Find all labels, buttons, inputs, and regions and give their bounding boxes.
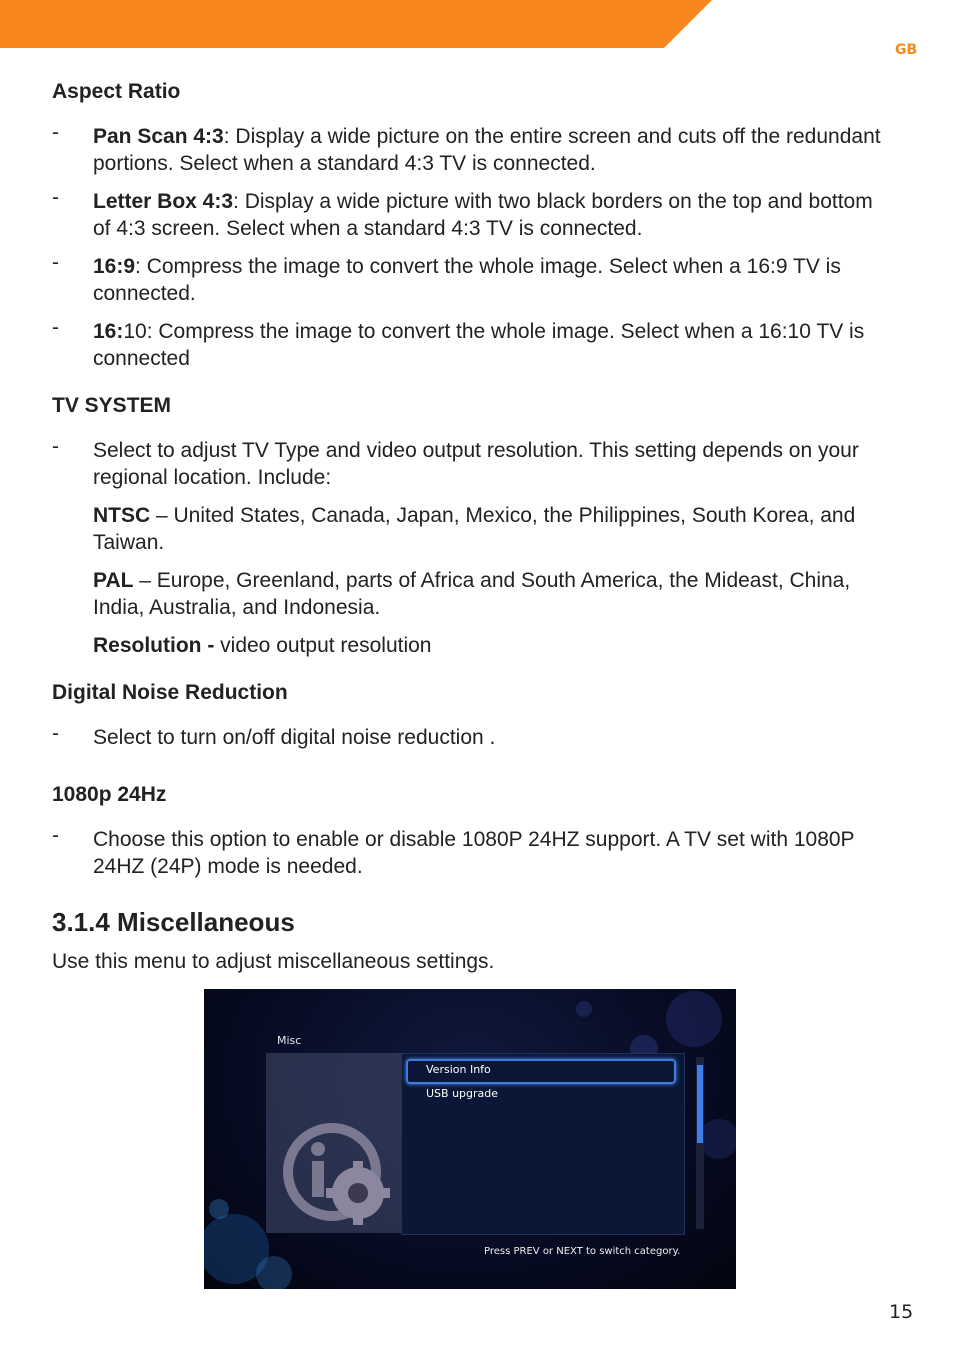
pal-text: PAL – Europe, Greenland, parts of Africa and South America, the Mideast, China, India, Australia, and Indonesia. [93,569,851,619]
page-number: 15 [889,1301,914,1323]
scrollbar-thumb[interactable] [697,1065,703,1143]
1080p-heading: 1080p 24Hz [52,783,167,806]
list-item: - 16:9: Compress the image to convert the whole image. Select when a 16:9 TV is connected. [52,251,841,305]
menu-item-version-info[interactable]: Version Info [426,1063,491,1076]
list-item: - Select to adjust TV Type and video output resolution. This setting depends on your regional location. Include: [52,435,859,489]
list-item: - Letter Box 4:3: Display a wide picture with two black borders on the top and bottom of 4:3 screen. Select when a standard 4:3 TV is connected. [52,186,873,240]
info-gear-icon [282,1117,402,1232]
ntsc-text: NTSC – United States, Canada, Japan, Mexico, the Philippines, South Korea, and Taiwan. [93,504,856,554]
resolution-text: Resolution - video output resolution [93,634,432,657]
list-item: - Select to turn on/off digital noise reduction . [52,722,496,749]
header-banner [0,0,712,48]
misc-heading: 3.1.4 Miscellaneous [52,907,295,937]
page-content [52,78,892,975]
dnr-heading: Digital Noise Reduction [52,681,288,704]
screen-title: Misc [277,1034,302,1047]
tv-system-heading: TV SYSTEM [52,394,172,417]
aspect-ratio-heading: Aspect Ratio [52,80,181,103]
list-item: - Choose this option to enable or disable 1080P 24HZ support. A TV set with 1080P 24HZ (24P) mode is needed. [52,824,855,878]
list-item: - 16:10: Compress the image to convert the whole image. Select when a 16:10 TV is connected [52,316,865,370]
misc-screenshot [204,989,736,1289]
language-label: GB [895,42,918,58]
misc-intro: Use this menu to adjust miscellaneous settings. [52,950,495,973]
menu-item-usb-upgrade[interactable]: USB upgrade [426,1087,499,1100]
list-item: - Pan Scan 4:3: Display a wide picture on the entire screen and cuts off the redundant portions. Select when a standard 4:3 TV is connected. [52,121,881,175]
navigation-hint: Press PREV or NEXT to switch category. [484,1246,681,1257]
